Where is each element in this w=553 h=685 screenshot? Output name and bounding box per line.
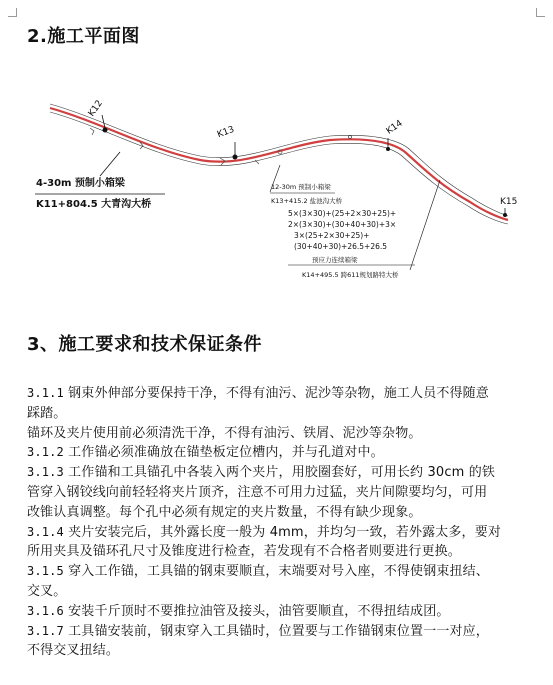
svg-text:4-30m 预制小箱梁: 4-30m 预制小箱梁 bbox=[36, 178, 125, 189]
clause-text: 工作锚必须准确放在锚垫板定位槽内，并与孔道对中。 bbox=[63, 445, 384, 461]
paragraph-line bbox=[27, 404, 532, 424]
paragraph-line bbox=[27, 582, 532, 602]
clause-text: 穿入工作锚，工具锚的钢束要顺直，末端要对号入座，不得使钢束扭结、 bbox=[63, 564, 489, 580]
paragraph-line bbox=[27, 384, 532, 404]
paragraph-line bbox=[27, 641, 532, 661]
svg-text:K14+495.5 跨611规划路特大桥: K14+495.5 跨611规划路特大桥 bbox=[302, 271, 399, 279]
station-k13 bbox=[216, 125, 237, 160]
clause-number: 3.1.7 bbox=[27, 623, 64, 638]
construction-plan-drawing bbox=[30, 90, 525, 290]
page-corner-mark bbox=[536, 8, 545, 17]
clause-text: 工具锚安装前，钢束穿入工具锚时，位置要与工作锚钢束位置一一对应， bbox=[63, 623, 489, 639]
svg-text:(30+40+30)+26.5+26.5: (30+40+30)+26.5+26.5 bbox=[294, 242, 388, 251]
clause-text: 不得交叉扭结。 bbox=[27, 643, 120, 659]
clause-number: 3.1.1 bbox=[27, 386, 64, 400]
svg-text:K12: K12 bbox=[86, 98, 105, 119]
svg-text:2×(3×30)+(30+40+30)+3×: 2×(3×30)+(30+40+30)+3× bbox=[288, 220, 397, 229]
bridge-label-middle bbox=[270, 165, 343, 205]
clause-text: 安装千斤顶时不要推拉油管及接头，油管要顺直，不得扭结成团。 bbox=[63, 603, 450, 619]
paragraph-line bbox=[27, 503, 532, 523]
requirements-body bbox=[27, 384, 532, 661]
page-corner-mark bbox=[8, 8, 17, 17]
svg-text:K13: K13 bbox=[216, 124, 236, 141]
svg-text:K14: K14 bbox=[384, 118, 405, 137]
svg-text:K15: K15 bbox=[500, 197, 518, 207]
svg-text:预应力连续箱梁: 预应力连续箱梁 bbox=[312, 256, 358, 264]
paragraph-line bbox=[27, 443, 532, 463]
paragraph-line bbox=[27, 463, 532, 483]
clause-text: 工作锚和工具锚孔中各装入两个夹片，用胶圈套好，可用长约 30cm 的铁 bbox=[63, 465, 496, 481]
paragraph-line bbox=[27, 622, 532, 642]
svg-text:K13+415.2 盐池沟大桥: K13+415.2 盐池沟大桥 bbox=[271, 197, 343, 205]
clause-text: 夹片安装完后，其外露长度一般为 4mm，并均匀一致，若外露太多，要对 bbox=[63, 524, 501, 540]
svg-text:12-30m 预制小箱梁: 12-30m 预制小箱梁 bbox=[271, 183, 331, 191]
paragraph-line bbox=[27, 542, 532, 562]
clause-number: 3.1.4 bbox=[27, 524, 64, 539]
bridge-label-right bbox=[288, 180, 440, 279]
svg-text:5×(3×30)+(25+2×30+25)+: 5×(3×30)+(25+2×30+25)+ bbox=[288, 209, 397, 218]
paragraph-line bbox=[27, 562, 532, 582]
clause-text: 钢束外伸部分要保持干净，不得有油污、泥沙等杂物，施工人员不得随意 bbox=[63, 386, 489, 401]
clause-text: 锚环及夹片使用前必须清洗干净，不得有油污、铁屑、泥沙等杂物。 bbox=[27, 425, 422, 441]
clause-number: 3.1.6 bbox=[27, 603, 64, 618]
clause-text: 踩踏。 bbox=[27, 405, 67, 421]
clause-text: 改锥认真调整。每个孔中必须有规定的夹片数量，不得有缺少现象。 bbox=[27, 504, 422, 520]
clause-number: 3.1.2 bbox=[27, 445, 64, 460]
section-2-heading: 2.施工平面图 bbox=[27, 26, 140, 47]
section-3-heading: 3、施工要求和技术保证条件 bbox=[27, 334, 263, 355]
bridge-label-left bbox=[35, 152, 165, 210]
svg-text:3×(25+2×30+25)+: 3×(25+2×30+25)+ bbox=[294, 231, 370, 240]
clause-number: 3.1.3 bbox=[27, 465, 64, 480]
clause-text: 交叉。 bbox=[27, 583, 67, 599]
paragraph-line bbox=[27, 483, 532, 503]
paragraph-line bbox=[27, 523, 532, 543]
clause-text: 管穿入钢铰线向前轻轻将夹片顶齐，注意不可用力过猛，夹片间隙要均匀，可用 bbox=[27, 484, 488, 500]
svg-text:K11+804.5 大青沟大桥: K11+804.5 大青沟大桥 bbox=[36, 199, 152, 210]
clause-text: 所用夹具及锚环孔尺寸及锥度进行检查，若发现有不合格者则要进行更换。 bbox=[27, 544, 461, 560]
paragraph-line bbox=[27, 602, 532, 622]
clause-number: 3.1.5 bbox=[27, 564, 64, 579]
paragraph-line bbox=[27, 424, 532, 444]
